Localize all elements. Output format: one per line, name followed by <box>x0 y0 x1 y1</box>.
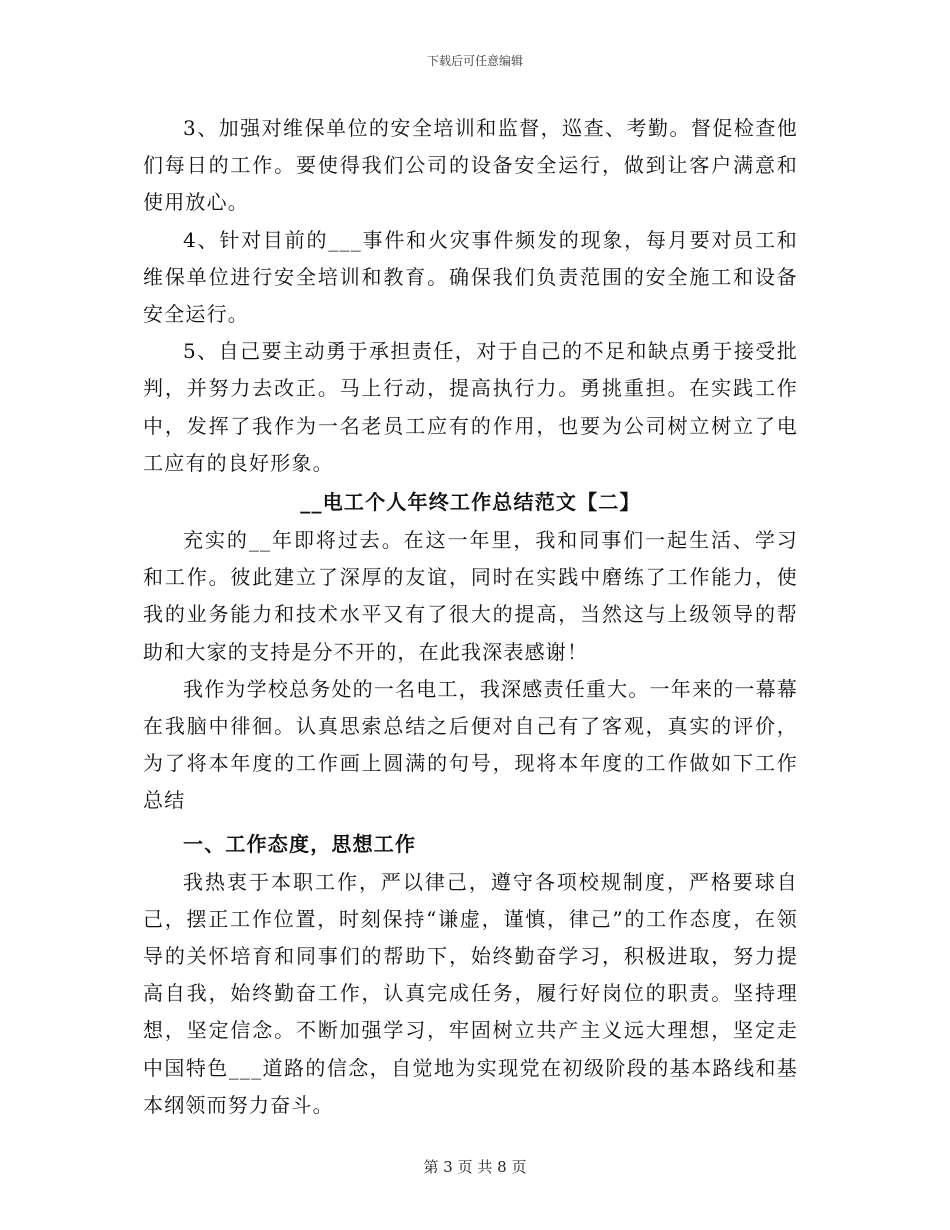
paragraph-work-attitude: 我热衷于本职工作，严以律己，遵守各项校规制度，严格要球自己，摆正工作位置，时刻保持“谦虚，谨慎，律己”的工作态度，在领导的关怀培育和同事们的帮助下，始终勤奋学习，积极进取，努力提高自我，始终勤奋工作，认真完成任务，履行好岗位的职责。坚持理想，坚定信念。不断加强学习，牢固树立共产主义远大理想，坚定走中国特色___道路的信念，自觉地为实现党在初级阶段的基本路线和基本纲领而努力奋斗。 <box>143 869 798 1117</box>
subheading-work-attitude: 一、工作态度，思想工作 <box>183 831 417 856</box>
paragraph-intro: 充实的__年即将过去。在这一年里，我和同事们一起生活、学习和工作。彼此建立了深厚的友谊，同时在实践中磨练了工作能力，使我的业务能力和技术水平又有了很大的提高，当然这与上级领导的帮助和大家的支持是分不开的，在此我深表感谢！ <box>143 528 798 664</box>
paragraph-item-3: 3、加强对维保单位的安全培训和监督，巡查、考勤。督促检查他们每日的工作。要使得我们公司的设备安全运行，做到让客户满意和使用放心。 <box>143 116 798 215</box>
section-title: __电工个人年终工作总结范文【二】 <box>300 490 641 515</box>
paragraph-item-5: 5、自己要主动勇于承担责任，对于自己的不足和缺点勇于接受批判，并努力去改正。马上行动，提高执行力。勇挑重担。在实践工作中，发挥了我作为一名老员工应有的作用，也要为公司树立树立了电工应有的良好形象。 <box>143 339 798 475</box>
page-number-footer: 第 3 页 共 8 页 <box>423 1158 527 1176</box>
paragraph-summary-lead: 我作为学校总务处的一名电工，我深感责任重大。一年来的一幕幕在我脑中徘徊。认真思索总结之后便对自己有了客观，真实的评价，为了将本年度的工作画上圆满的句号，现将本年度的工作做如下工作总结 <box>143 676 798 813</box>
header-note: 下载后可任意编辑 <box>426 54 523 68</box>
paragraph-item-4: 4、针对目前的___事件和火灾事件频发的现象，每月要对员工和维保单位进行安全培训和教育。确保我们负责范围的安全施工和设备安全运行。 <box>143 227 798 327</box>
document-body <box>143 110 798 1124</box>
